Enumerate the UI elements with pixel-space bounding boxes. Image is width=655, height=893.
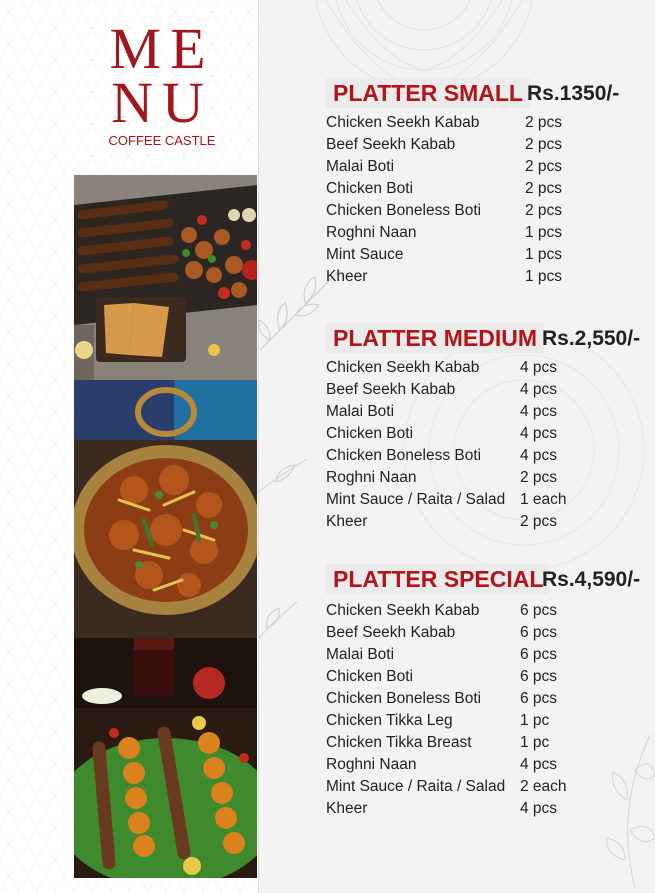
karahi-dish-photo bbox=[74, 380, 257, 638]
item-name: Chicken Boti bbox=[326, 425, 414, 442]
kabab-platter-photo bbox=[74, 638, 257, 878]
item-qty: 4 pcs bbox=[520, 800, 558, 817]
item-qty: 4 pcs bbox=[520, 359, 558, 376]
item-qty: 6 pcs bbox=[520, 690, 558, 707]
section-price: Rs.2,550/- bbox=[542, 327, 641, 350]
item-name: Chicken Seekh Kabab bbox=[326, 114, 480, 131]
item-qty: 1 pcs bbox=[525, 268, 563, 285]
item-qty: 1 each bbox=[520, 491, 567, 508]
item-name: Mint Sauce / Raita / Salad bbox=[326, 778, 506, 795]
item-qty: 2 pcs bbox=[520, 469, 558, 486]
item-name: Chicken Boneless Boti bbox=[326, 202, 482, 219]
item-name: Kheer bbox=[326, 513, 368, 530]
item-name: Malai Boti bbox=[326, 158, 395, 175]
item-name: Chicken Tikka Breast bbox=[326, 734, 472, 751]
section-title: PLATTER MEDIUM bbox=[326, 323, 544, 353]
menu-title-line2: NU bbox=[111, 70, 213, 135]
item-name: Malai Boti bbox=[326, 646, 395, 663]
item-qty: 2 pcs bbox=[525, 158, 563, 175]
item-qty: 1 pcs bbox=[525, 246, 563, 263]
item-name: Roghni Naan bbox=[326, 756, 417, 773]
item-name: Chicken Boti bbox=[326, 180, 414, 197]
item-qty: 2 pcs bbox=[525, 114, 563, 131]
item-name: Beef Seekh Kabab bbox=[326, 381, 456, 398]
item-name: Beef Seekh Kabab bbox=[326, 624, 456, 641]
brand-name: COFFEE CASTLE bbox=[108, 133, 216, 148]
leaf-branch-icon bbox=[255, 598, 300, 640]
item-qty: 4 pcs bbox=[520, 425, 558, 442]
item-qty: 1 pc bbox=[520, 734, 550, 751]
item-name: Chicken Seekh Kabab bbox=[326, 602, 480, 619]
section-price: Rs.1350/- bbox=[527, 82, 620, 105]
section-title: PLATTER SPECIAL bbox=[326, 564, 550, 594]
item-name: Kheer bbox=[326, 268, 368, 285]
item-name: Mint Sauce bbox=[326, 246, 404, 263]
item-qty: 2 each bbox=[520, 778, 567, 795]
item-qty: 1 pc bbox=[520, 712, 550, 729]
item-name: Kheer bbox=[326, 800, 368, 817]
leaf-branch-icon bbox=[255, 455, 310, 495]
item-qty: 1 pcs bbox=[525, 224, 563, 241]
item-name: Chicken Boti bbox=[326, 668, 414, 685]
menu-title bbox=[104, 16, 220, 135]
item-name: Chicken Boneless Boti bbox=[326, 690, 482, 707]
item-qty: 2 pcs bbox=[525, 136, 563, 153]
menu-title-line1: ME bbox=[109, 16, 215, 81]
item-qty: 4 pcs bbox=[520, 756, 558, 773]
item-qty: 4 pcs bbox=[520, 403, 558, 420]
item-qty: 6 pcs bbox=[520, 646, 558, 663]
section-price: Rs.4,590/- bbox=[542, 568, 641, 591]
item-qty: 2 pcs bbox=[525, 202, 563, 219]
item-name: Mint Sauce / Raita / Salad bbox=[326, 491, 506, 508]
item-qty: 6 pcs bbox=[520, 624, 558, 641]
item-name: Roghni Naan bbox=[326, 469, 417, 486]
item-name: Chicken Boneless Boti bbox=[326, 447, 482, 464]
section-title: PLATTER SMALL bbox=[326, 78, 530, 108]
item-qty: 4 pcs bbox=[520, 381, 558, 398]
item-name: Chicken Seekh Kabab bbox=[326, 359, 480, 376]
bbq-platter-photo bbox=[74, 175, 257, 380]
item-name: Chicken Tikka Leg bbox=[326, 712, 453, 729]
item-qty: 2 pcs bbox=[525, 180, 563, 197]
leaf-branch-icon bbox=[575, 730, 655, 890]
item-name: Roghni Naan bbox=[326, 224, 417, 241]
item-name: Beef Seekh Kabab bbox=[326, 136, 456, 153]
item-qty: 6 pcs bbox=[520, 602, 558, 619]
item-qty: 4 pcs bbox=[520, 447, 558, 464]
item-qty: 2 pcs bbox=[520, 513, 558, 530]
item-qty: 6 pcs bbox=[520, 668, 558, 685]
item-name: Malai Boti bbox=[326, 403, 395, 420]
